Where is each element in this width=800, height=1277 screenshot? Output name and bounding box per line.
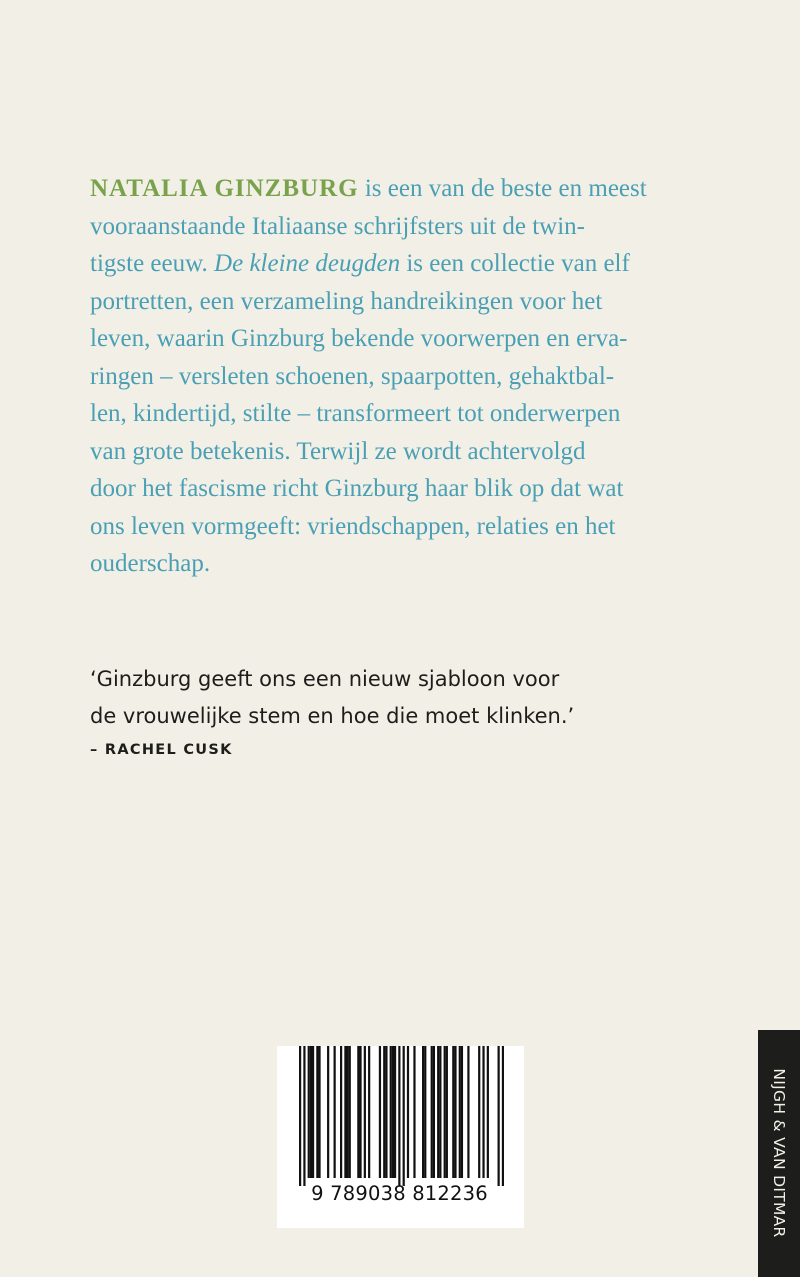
barcode-bar — [446, 1046, 448, 1178]
barcode-bar — [364, 1046, 366, 1178]
quote-line: ‘Ginzburg geeft ons een nieuw sjabloon voor — [90, 667, 560, 691]
barcode-bar — [398, 1046, 400, 1186]
barcode-bar — [502, 1046, 504, 1186]
barcode-bar — [422, 1046, 424, 1178]
barcode-bar — [308, 1046, 310, 1178]
blurb-line: ringen – versleten schoenen, spaarpotten, gehaktbal- — [90, 362, 615, 390]
barcode-bar — [390, 1046, 392, 1178]
isbn-number: 9 789038 812236 — [311, 1182, 488, 1205]
blurb-text: is een collectie van elf — [400, 250, 630, 277]
blurb-line — [90, 170, 730, 208]
barcode-bar — [467, 1046, 469, 1178]
blurb-line: leven, waarin Ginzburg bekende voorwerpen en erva- — [90, 325, 628, 352]
blurb-line: portretten, een verzameling handreikingen voor het — [90, 287, 603, 315]
barcode-bar — [459, 1046, 461, 1178]
blurb-line: van grote betekenis. Terwijl ze wordt achtervolgd — [90, 437, 586, 465]
quote-line: de vrouwelijke stem en hoe die moet klinken.’ — [90, 704, 575, 728]
barcode-bar — [312, 1046, 314, 1178]
barcode-bar — [392, 1046, 394, 1178]
barcode-bar — [487, 1046, 489, 1178]
barcode-bar — [357, 1046, 359, 1178]
barcode-bar — [303, 1046, 305, 1186]
barcode-bar — [439, 1046, 441, 1178]
blurb-line: vooraanstaande Italiaanse schrijfsters uit de twin- — [90, 212, 585, 240]
barcode-bar — [431, 1046, 433, 1178]
barcode-bar — [349, 1046, 351, 1178]
barcode-bar — [334, 1046, 336, 1178]
review-quote — [90, 661, 574, 735]
author-name: NATALIA GINZBURG — [90, 175, 359, 202]
barcode-bar — [359, 1046, 361, 1178]
book-blurb — [90, 170, 730, 583]
barcode-bar — [340, 1046, 342, 1178]
barcode-bar — [437, 1046, 439, 1178]
barcode-bar — [385, 1046, 387, 1178]
barcode-bar — [454, 1046, 456, 1178]
isbn-barcode — [277, 1046, 524, 1228]
barcode-bar — [379, 1046, 381, 1178]
barcode-bar — [424, 1046, 426, 1178]
barcode-bars — [299, 1046, 504, 1186]
barcode-bar — [310, 1046, 312, 1178]
barcode-bar — [452, 1046, 454, 1178]
quote-attribution: – RACHEL CUSK — [90, 742, 233, 758]
publisher-tab — [758, 1030, 800, 1277]
barcode-bar — [478, 1046, 480, 1178]
blurb-line: ouderschap. — [90, 550, 211, 577]
barcode-bar — [394, 1046, 396, 1178]
barcode-bar — [403, 1046, 405, 1186]
publisher-name: NIJGH & VAN DITMAR — [770, 1068, 788, 1238]
blurb-text: is een van de beste en meest — [358, 175, 647, 202]
barcode-bar — [344, 1046, 346, 1178]
barcode-bar — [383, 1046, 385, 1178]
barcode-bar — [327, 1046, 329, 1178]
blurb-line: ons leven vormgeeft: vriendschappen, relaties en het — [90, 512, 616, 540]
blurb-line: door het fascisme richt Ginzburg haar blik op dat wat — [90, 475, 624, 502]
barcode-bar — [407, 1046, 409, 1178]
blurb-text: tigste eeuw. — [90, 250, 215, 277]
barcode-bar — [482, 1046, 484, 1178]
barcode-bar — [444, 1046, 446, 1178]
blurb-line: len, kindertijd, stilte – transformeert tot onderwerpen — [90, 400, 621, 427]
barcode-bar — [433, 1046, 435, 1178]
barcode-bar — [346, 1046, 348, 1178]
barcode-bar — [318, 1046, 320, 1178]
barcode-bar — [461, 1046, 463, 1178]
barcode-bar — [498, 1046, 500, 1186]
barcode-bar — [368, 1046, 370, 1178]
barcode-bar — [413, 1046, 415, 1178]
barcode-bar — [316, 1046, 318, 1178]
barcode-bar — [299, 1046, 301, 1186]
blurb-line — [90, 245, 730, 283]
book-title: De kleine deugden — [214, 250, 401, 277]
